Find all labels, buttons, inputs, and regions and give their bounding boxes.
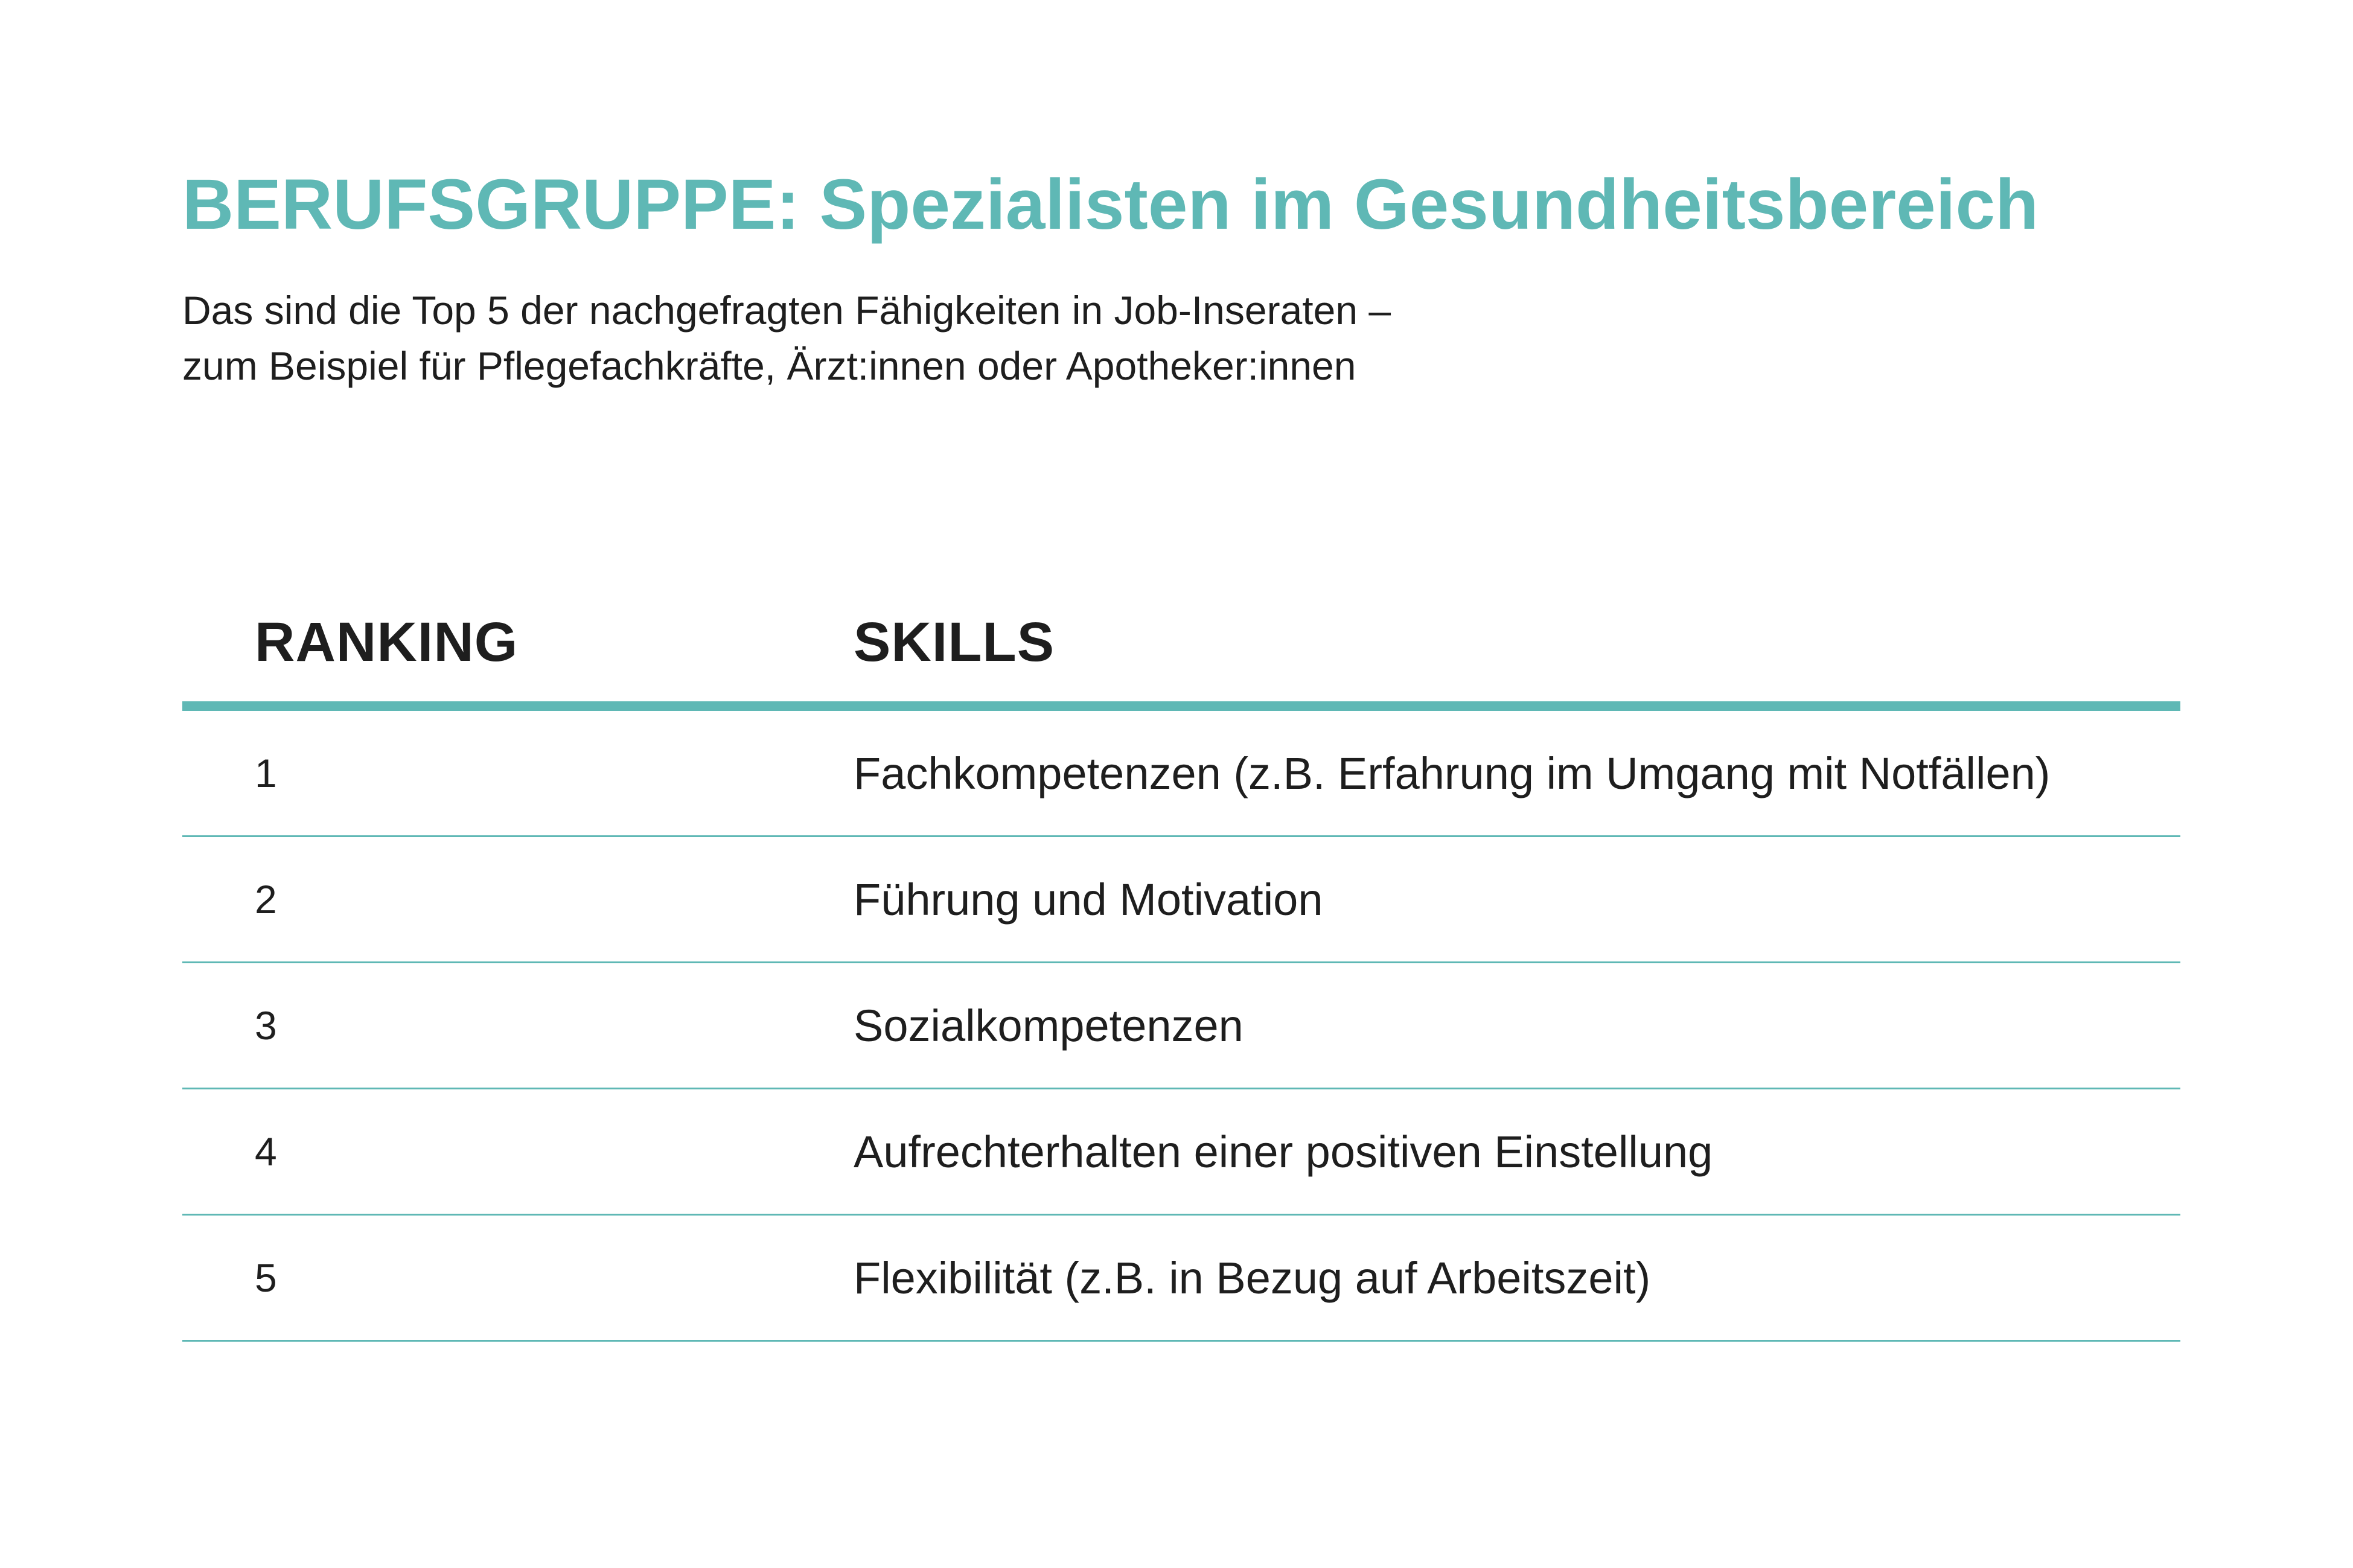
table-row (182, 1089, 2180, 1216)
rank-cell: 1 (255, 751, 277, 795)
subtitle-line-2: zum Beispiel für Pflegefachkräfte, Ärzt:innen oder Apotheker:innen (182, 343, 1356, 388)
table-row (182, 837, 2180, 963)
skill-cell: Fachkompetenzen (z.B. Erfahrung im Umgang mit Notfällen) (854, 748, 2051, 798)
column-header-ranking: RANKING (255, 611, 519, 673)
skill-cell: Aufrechterhalten einer positiven Einstellung (854, 1126, 1713, 1177)
table-row (182, 963, 2180, 1089)
rank-cell: 2 (255, 877, 277, 922)
skill-cell: Sozialkompetenzen (854, 1000, 1244, 1051)
subtitle-line-1: Das sind die Top 5 der nachgefragten Fähigkeiten in Job-Inseraten – (182, 288, 1391, 333)
table-header (182, 604, 2180, 711)
skills-table (182, 604, 2180, 1342)
rank-cell: 3 (255, 1003, 277, 1048)
table-row (182, 1216, 2180, 1342)
rank-cell: 4 (255, 1129, 277, 1174)
page-title: BERUFSGRUPPE: Spezialisten im Gesundheitsbereich (182, 165, 2039, 244)
column-header-skills: SKILLS (854, 611, 1055, 673)
subtitle (182, 282, 1391, 394)
rank-cell: 5 (255, 1255, 277, 1300)
skill-cell: Flexibilität (z.B. in Bezug auf Arbeitszeit) (854, 1252, 1651, 1303)
table-row (182, 711, 2180, 837)
skill-cell: Führung und Motivation (854, 874, 1323, 925)
